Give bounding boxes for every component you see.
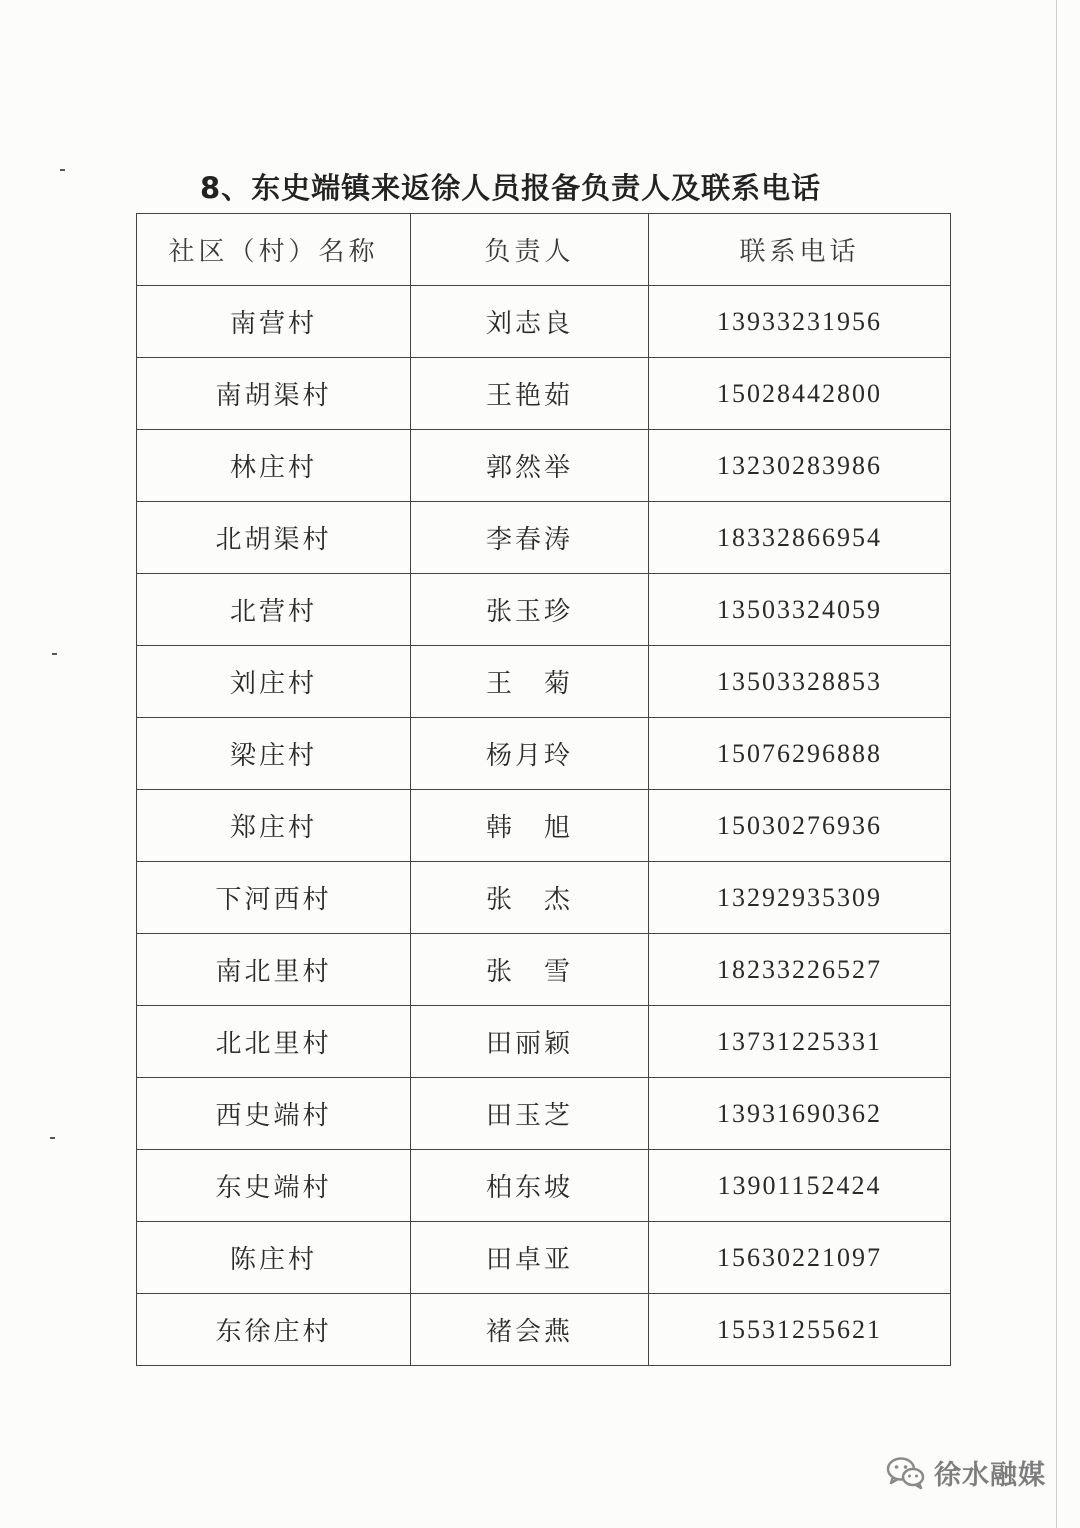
person-cell: 张 雪 bbox=[411, 934, 649, 1006]
table-row bbox=[137, 574, 951, 646]
person-cell: 王 菊 bbox=[411, 646, 649, 718]
person-cell: 刘志良 bbox=[411, 286, 649, 358]
phone-cell: 13931690362 bbox=[649, 1078, 951, 1150]
phone-cell: 13230283986 bbox=[649, 430, 951, 502]
phone-cell: 13503328853 bbox=[649, 646, 951, 718]
person-cell: 褚会燕 bbox=[411, 1294, 649, 1366]
village-cell: 林庄村 bbox=[137, 430, 411, 502]
table-row bbox=[137, 1294, 951, 1366]
village-cell: 北营村 bbox=[137, 574, 411, 646]
header-village: 社区（村）名称 bbox=[137, 214, 411, 286]
watermark bbox=[886, 1453, 1046, 1492]
person-cell: 田丽颖 bbox=[411, 1006, 649, 1078]
phone-cell: 15030276936 bbox=[649, 790, 951, 862]
village-cell: 南营村 bbox=[137, 286, 411, 358]
phone-cell: 15630221097 bbox=[649, 1222, 951, 1294]
table-row bbox=[137, 502, 951, 574]
village-cell: 南北里村 bbox=[137, 934, 411, 1006]
table-row bbox=[137, 1006, 951, 1078]
phone-cell: 13901152424 bbox=[649, 1150, 951, 1222]
person-cell: 韩 旭 bbox=[411, 790, 649, 862]
person-cell: 张 杰 bbox=[411, 862, 649, 934]
table-row bbox=[137, 1078, 951, 1150]
wechat-icon bbox=[886, 1456, 926, 1490]
table-row bbox=[137, 790, 951, 862]
header-phone: 联系电话 bbox=[649, 214, 951, 286]
table-row bbox=[137, 1150, 951, 1222]
person-cell: 田玉芝 bbox=[411, 1078, 649, 1150]
person-cell: 张玉珍 bbox=[411, 574, 649, 646]
person-cell: 郭然举 bbox=[411, 430, 649, 502]
village-cell: 东史端村 bbox=[137, 1150, 411, 1222]
village-cell: 东徐庄村 bbox=[137, 1294, 411, 1366]
table-row bbox=[137, 1222, 951, 1294]
village-cell: 刘庄村 bbox=[137, 646, 411, 718]
scan-mark bbox=[52, 653, 57, 655]
phone-cell: 13503324059 bbox=[649, 574, 951, 646]
village-cell: 下河西村 bbox=[137, 862, 411, 934]
person-cell: 李春涛 bbox=[411, 502, 649, 574]
table-row bbox=[137, 358, 951, 430]
table-row bbox=[137, 646, 951, 718]
contacts-table bbox=[136, 213, 951, 1366]
phone-cell: 18233226527 bbox=[649, 934, 951, 1006]
village-cell: 北北里村 bbox=[137, 1006, 411, 1078]
table-row bbox=[137, 934, 951, 1006]
scan-edge-line bbox=[1056, 0, 1057, 1528]
village-cell: 南胡渠村 bbox=[137, 358, 411, 430]
table-row bbox=[137, 286, 951, 358]
header-person: 负责人 bbox=[411, 214, 649, 286]
table-header-row bbox=[137, 214, 951, 286]
phone-cell: 13933231956 bbox=[649, 286, 951, 358]
village-cell: 郑庄村 bbox=[137, 790, 411, 862]
person-cell: 王艳茹 bbox=[411, 358, 649, 430]
village-cell: 北胡渠村 bbox=[137, 502, 411, 574]
phone-cell: 13292935309 bbox=[649, 862, 951, 934]
phone-cell: 15076296888 bbox=[649, 718, 951, 790]
person-cell: 柏东坡 bbox=[411, 1150, 649, 1222]
phone-cell: 18332866954 bbox=[649, 502, 951, 574]
village-cell: 梁庄村 bbox=[137, 718, 411, 790]
scan-mark bbox=[60, 169, 65, 171]
village-cell: 陈庄村 bbox=[137, 1222, 411, 1294]
person-cell: 杨月玲 bbox=[411, 718, 649, 790]
document-title: 8、东史端镇来返徐人员报备负责人及联系电话 bbox=[200, 171, 822, 205]
watermark-text: 徐水融媒 bbox=[934, 1460, 1046, 1491]
scan-mark bbox=[50, 1137, 55, 1139]
table-row bbox=[137, 862, 951, 934]
phone-cell: 13731225331 bbox=[649, 1006, 951, 1078]
village-cell: 西史端村 bbox=[137, 1078, 411, 1150]
phone-cell: 15028442800 bbox=[649, 358, 951, 430]
phone-cell: 15531255621 bbox=[649, 1294, 951, 1366]
table-row bbox=[137, 430, 951, 502]
person-cell: 田卓亚 bbox=[411, 1222, 649, 1294]
table-row bbox=[137, 718, 951, 790]
